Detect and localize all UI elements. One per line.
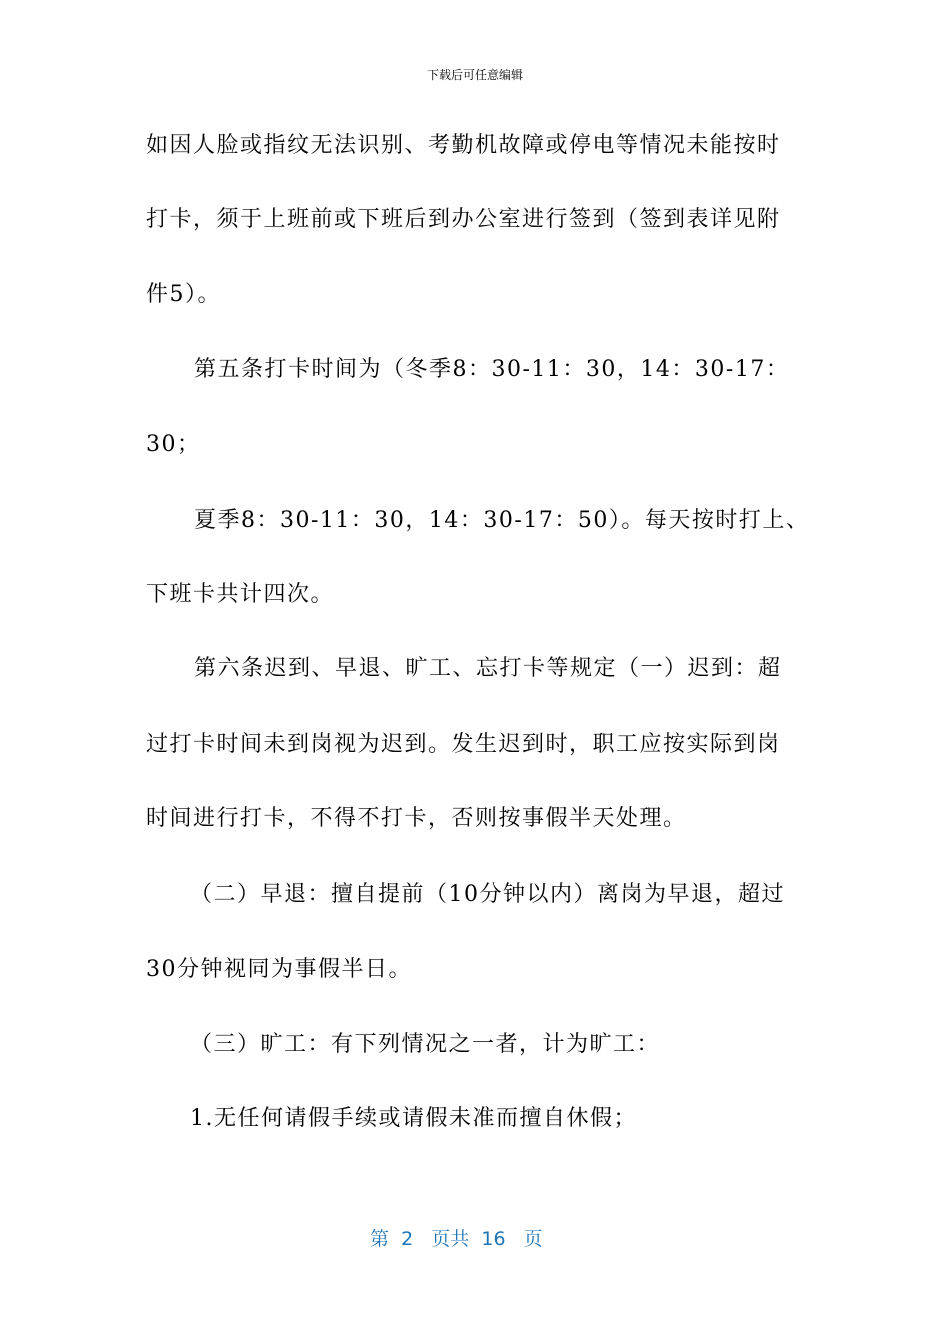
body-line: 30； [146,432,201,457]
body-line: 打卡，须于上班前或下班后到办公室进行签到（签到表详见附 [146,207,781,232]
body-line: 第六条迟到、早退、旷工、忘打卡等规定（一）迟到：超 [194,656,782,681]
body-line: 第五条打卡时间为（冬季8：30-11：30，14：30-17： [194,357,790,382]
body-line: 时间进行打卡，不得不打卡，否则按事假半天处理。 [146,806,687,831]
body-line: 1.无任何请假手续或请假未准而擅自休假； [190,1106,637,1131]
header-note: 下载后可任意编辑 [426,68,523,82]
body-line: （二）早退：擅自提前（10分钟以内）离岗为早退，超过 [190,882,785,907]
body-line: 件5）。 [146,282,221,307]
body-line: 过打卡时间未到岗视为迟到。发生迟到时，职工应按实际到岗 [146,732,781,757]
body-line: 夏季8：30-11：30，14：30-17：50）。每天按时打上、 [194,508,810,533]
body-line: 如因人脸或指纹无法识别、考勤机故障或停电等情况未能按时 [146,133,781,158]
page-number-footer: 第 2 页共 16 页 [370,1228,543,1250]
body-line: 30分钟视同为事假半日。 [146,957,412,982]
body-line: （三）旷工：有下列情况之一者，计为旷工： [190,1032,661,1057]
body-line: 下班卡共计四次。 [146,582,335,607]
